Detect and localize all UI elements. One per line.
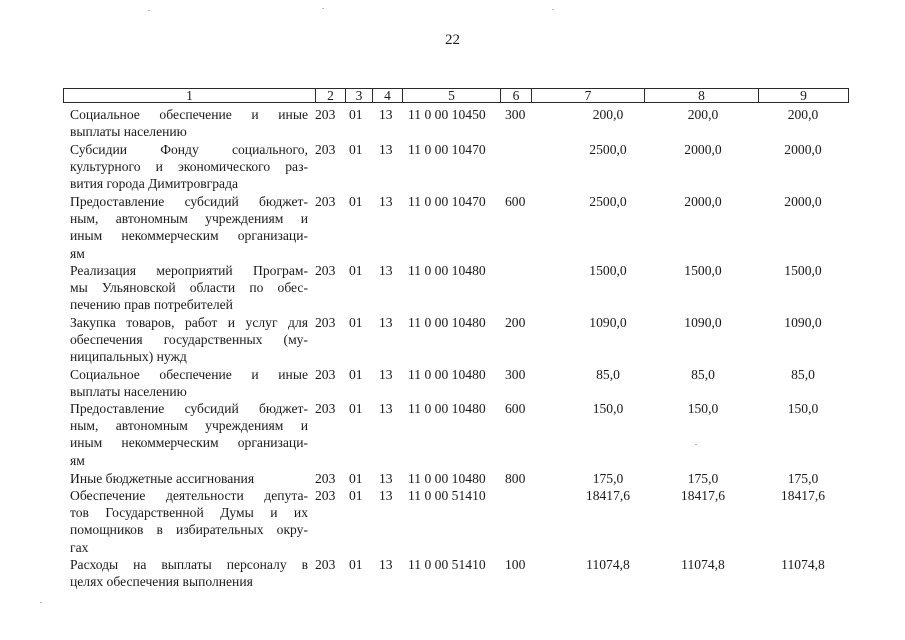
cell-col-4: 13 — [379, 401, 393, 416]
cell-col-5: 11 0 00 51410 — [408, 488, 486, 503]
cell-col-7: 2500,0 — [589, 194, 627, 209]
page-number: 22 — [445, 32, 460, 48]
cell-col-9: 1500,0 — [784, 263, 822, 278]
description-line: ным, автономным учреждениям и — [70, 418, 308, 434]
row-description — [70, 141, 308, 193]
cell-col-3: 01 — [349, 107, 363, 122]
row-description — [70, 366, 308, 400]
header-col-6: 6 — [500, 89, 531, 102]
cell-col-7: 1090,0 — [589, 315, 627, 330]
cell-col-5: 11 0 00 10470 — [408, 142, 486, 157]
cell-col-2: 203 — [315, 401, 336, 416]
cell-col-2: 203 — [315, 471, 336, 486]
cell-col-7: 2500,0 — [589, 142, 627, 157]
description-line: гах — [70, 539, 89, 555]
row-description — [70, 193, 308, 262]
description-line: выплаты населению — [70, 124, 187, 140]
header-col-8: 8 — [644, 89, 758, 102]
cell-col-5: 11 0 00 10470 — [408, 194, 486, 209]
cell-col-3: 01 — [349, 194, 363, 209]
cell-col-2: 203 — [315, 142, 336, 157]
header-col-7: 7 — [531, 89, 644, 102]
cell-col-5: 11 0 00 10450 — [408, 107, 486, 122]
description-line: ниципальных) нужд — [70, 349, 187, 365]
description-line: мы Ульяновской области по обес- — [70, 280, 308, 296]
cell-col-3: 01 — [349, 142, 363, 157]
cell-col-9: 2000,0 — [784, 142, 822, 157]
description-line: обеспечения государственных (му- — [70, 332, 308, 348]
header-col-1: 1 — [186, 88, 193, 103]
cell-col-4: 13 — [379, 142, 393, 157]
table-header — [63, 88, 849, 103]
description-line: Иные бюджетные ассигнования — [70, 471, 255, 486]
cell-col-8: 2000,0 — [684, 194, 722, 209]
cell-col-8: 85,0 — [691, 367, 715, 382]
cell-col-2: 203 — [315, 488, 336, 503]
description-line: вития города Димитровграда — [70, 176, 239, 192]
description-line: Предоставление субсидий бюджет- — [70, 194, 308, 209]
cell-col-2: 203 — [315, 557, 336, 572]
description-line: ям — [70, 245, 85, 261]
cell-col-5: 11 0 00 10480 — [408, 367, 486, 382]
description-line: Реализация мероприятий Програм- — [70, 263, 308, 278]
description-line: Предоставление субсидий бюджет- — [70, 401, 308, 416]
cell-col-4: 13 — [379, 488, 393, 503]
scan-speck — [695, 444, 697, 445]
description-line: Социальное обеспечение и иные — [70, 367, 308, 382]
header-col-2: 2 — [315, 89, 345, 102]
cell-col-4: 13 — [379, 315, 393, 330]
cell-col-8: 200,0 — [687, 107, 719, 122]
row-description — [70, 487, 308, 556]
cell-col-8: 150,0 — [687, 401, 719, 416]
cell-col-9: 150,0 — [787, 401, 819, 416]
cell-col-8: 18417,6 — [680, 488, 726, 503]
description-line: печению прав потребителей — [70, 297, 233, 313]
cell-col-4: 13 — [379, 471, 393, 486]
cell-col-3: 01 — [349, 401, 363, 416]
header-col-5: 5 — [402, 89, 500, 102]
cell-col-5: 11 0 00 10480 — [408, 315, 486, 330]
cell-col-2: 203 — [315, 194, 336, 209]
cell-col-9: 11074,8 — [781, 557, 825, 572]
description-line: Обеспечение деятельности депута- — [70, 488, 308, 503]
header-col-9: 9 — [758, 89, 848, 102]
cell-col-7: 11074,8 — [586, 557, 630, 572]
description-line: ным, автономным учреждениям и — [70, 211, 308, 227]
cell-col-5: 11 0 00 10480 — [408, 263, 486, 278]
description-line: иным некоммерческим организаци- — [70, 228, 308, 244]
scan-speck — [40, 602, 42, 603]
row-description — [70, 314, 308, 366]
cell-col-6: 300 — [505, 107, 526, 122]
cell-col-6: 200 — [505, 315, 526, 330]
cell-col-7: 150,0 — [592, 401, 624, 416]
cell-col-6: 300 — [505, 367, 526, 382]
cell-col-2: 203 — [315, 263, 336, 278]
row-description — [70, 106, 308, 140]
description-line: выплаты населению — [70, 384, 187, 400]
cell-col-6: 100 — [505, 557, 526, 572]
cell-col-3: 01 — [349, 315, 363, 330]
cell-col-7: 1500,0 — [589, 263, 627, 278]
description-line: целях обеспечения выполнения — [70, 574, 253, 590]
cell-col-5: 11 0 00 10480 — [408, 471, 486, 486]
cell-col-4: 13 — [379, 367, 393, 382]
cell-col-9: 18417,6 — [780, 488, 826, 503]
description-line: Социальное обеспечение и иные — [70, 107, 308, 122]
cell-col-3: 01 — [349, 488, 363, 503]
row-description — [70, 400, 308, 469]
cell-col-8: 175,0 — [687, 471, 719, 486]
description-line: Расходы на выплаты персоналу в — [70, 557, 308, 572]
cell-col-2: 203 — [315, 315, 336, 330]
description-line: иным некоммерческим организаци- — [70, 435, 308, 451]
cell-col-9: 175,0 — [787, 471, 819, 486]
description-line: ям — [70, 452, 85, 468]
scan-speck — [148, 10, 150, 11]
cell-col-3: 01 — [349, 471, 363, 486]
scan-speck — [552, 9, 554, 10]
header-col-3: 3 — [345, 89, 372, 102]
row-description — [70, 470, 308, 487]
cell-col-7: 85,0 — [596, 367, 620, 382]
header-col-4: 4 — [372, 89, 402, 102]
cell-col-7: 175,0 — [592, 471, 624, 486]
cell-col-5: 11 0 00 51410 — [408, 557, 486, 572]
cell-col-5: 11 0 00 10480 — [408, 401, 486, 416]
cell-col-4: 13 — [379, 194, 393, 209]
row-description — [70, 262, 308, 314]
cell-col-9: 85,0 — [791, 367, 815, 382]
description-line: тов Государственной Думы и их — [70, 505, 308, 521]
cell-col-8: 1090,0 — [684, 315, 722, 330]
cell-col-8: 11074,8 — [681, 557, 725, 572]
cell-col-6: 600 — [505, 401, 526, 416]
cell-col-7: 200,0 — [592, 107, 624, 122]
cell-col-3: 01 — [349, 263, 363, 278]
description-line: Субсидии Фонду социального, — [70, 142, 308, 157]
cell-col-6: 600 — [505, 194, 526, 209]
cell-col-9: 2000,0 — [784, 194, 822, 209]
row-description — [70, 556, 308, 590]
cell-col-9: 200,0 — [787, 107, 819, 122]
cell-col-8: 2000,0 — [684, 142, 722, 157]
cell-col-3: 01 — [349, 557, 363, 572]
cell-col-7: 18417,6 — [585, 488, 631, 503]
description-line: помощников в избирательных окру- — [70, 522, 308, 538]
cell-col-3: 01 — [349, 367, 363, 382]
cell-col-4: 13 — [379, 263, 393, 278]
description-line: культурного и экономического раз- — [70, 159, 308, 175]
cell-col-8: 1500,0 — [684, 263, 722, 278]
cell-col-6: 800 — [505, 471, 526, 486]
cell-col-4: 13 — [379, 557, 393, 572]
cell-col-2: 203 — [315, 367, 336, 382]
cell-col-4: 13 — [379, 107, 393, 122]
cell-col-2: 203 — [315, 107, 336, 122]
description-line: Закупка товаров, работ и услуг для — [70, 315, 308, 330]
scan-speck — [322, 8, 324, 9]
cell-col-9: 1090,0 — [784, 315, 822, 330]
